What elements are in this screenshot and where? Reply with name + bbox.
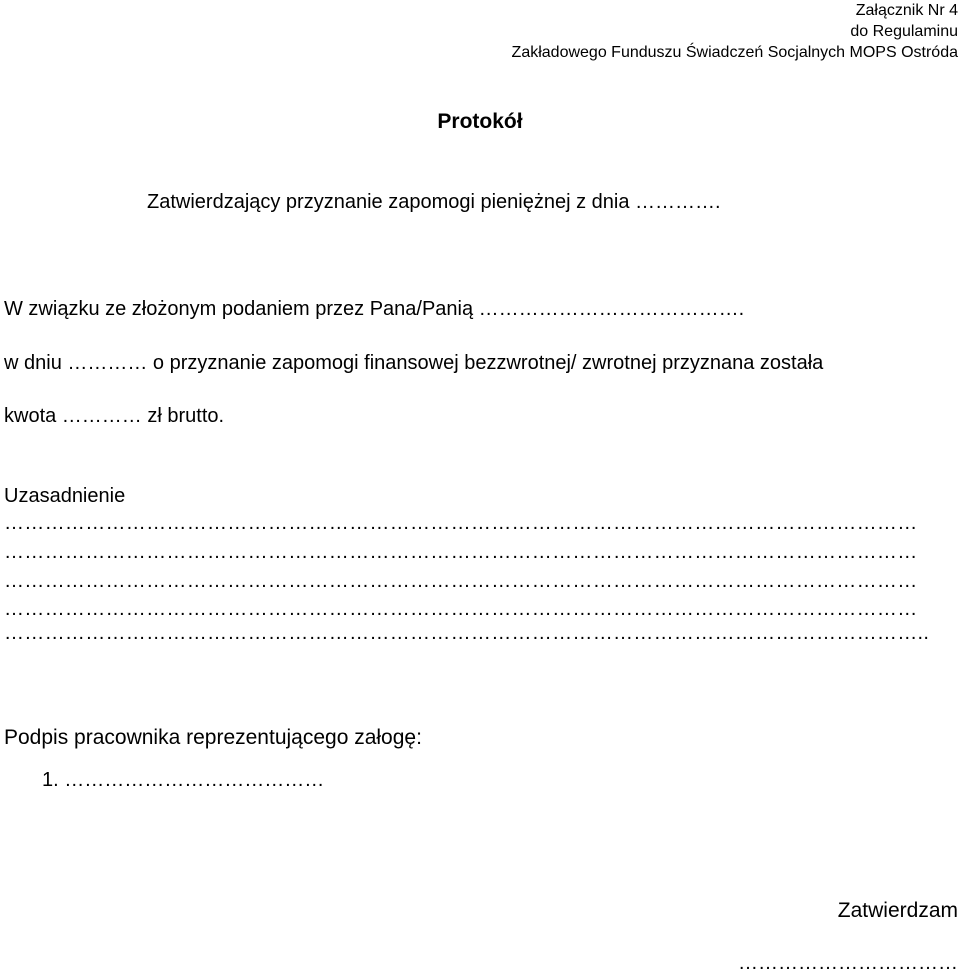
- attachment-number: Załącznik Nr 4: [855, 2, 958, 19]
- document-title: Protokół: [437, 110, 523, 133]
- paragraph-line-3: kwota ………… zł brutto.: [4, 405, 225, 427]
- signature-line-1: 1. …………………………………: [42, 769, 325, 791]
- justification-line-3: ………………………………………………………………………………………………………………………: [4, 570, 918, 592]
- justification-line-1: ………………………………………………………………………………………………………………………: [4, 512, 918, 534]
- justification-line-4: ………………………………………………………………………………………………………………………: [4, 598, 918, 620]
- regulation-reference: do Regulaminu: [850, 23, 958, 40]
- approval-signature-dots: ……………………………: [738, 952, 958, 974]
- justification-line-2: ………………………………………………………………………………………………………………………: [4, 541, 918, 563]
- signature-heading: Podpis pracownika reprezentującego załogę:: [4, 726, 422, 749]
- fund-name: Zakładowego Funduszu Świadczeń Socjalnych MOPS Ostróda: [511, 44, 958, 61]
- paragraph-line-2: w dniu ………… o przyznanie zapomogi finansowej bezzwrotnej/ zwrotnej przyznana została: [4, 352, 824, 374]
- document-subtitle: Zatwierdzający przyznanie zapomogi pieniężnej z dnia ………….: [147, 191, 721, 213]
- paragraph-line-1: W związku ze złożonym podaniem przez Pana/Panią ………………………………….: [4, 298, 745, 320]
- justification-heading: Uzasadnienie: [4, 485, 126, 507]
- attachment-header: [512, 0, 958, 63]
- justification-line-5: ………………………………………………………………………………………………………………………..: [4, 622, 930, 644]
- approval-label: Zatwierdzam: [837, 899, 958, 922]
